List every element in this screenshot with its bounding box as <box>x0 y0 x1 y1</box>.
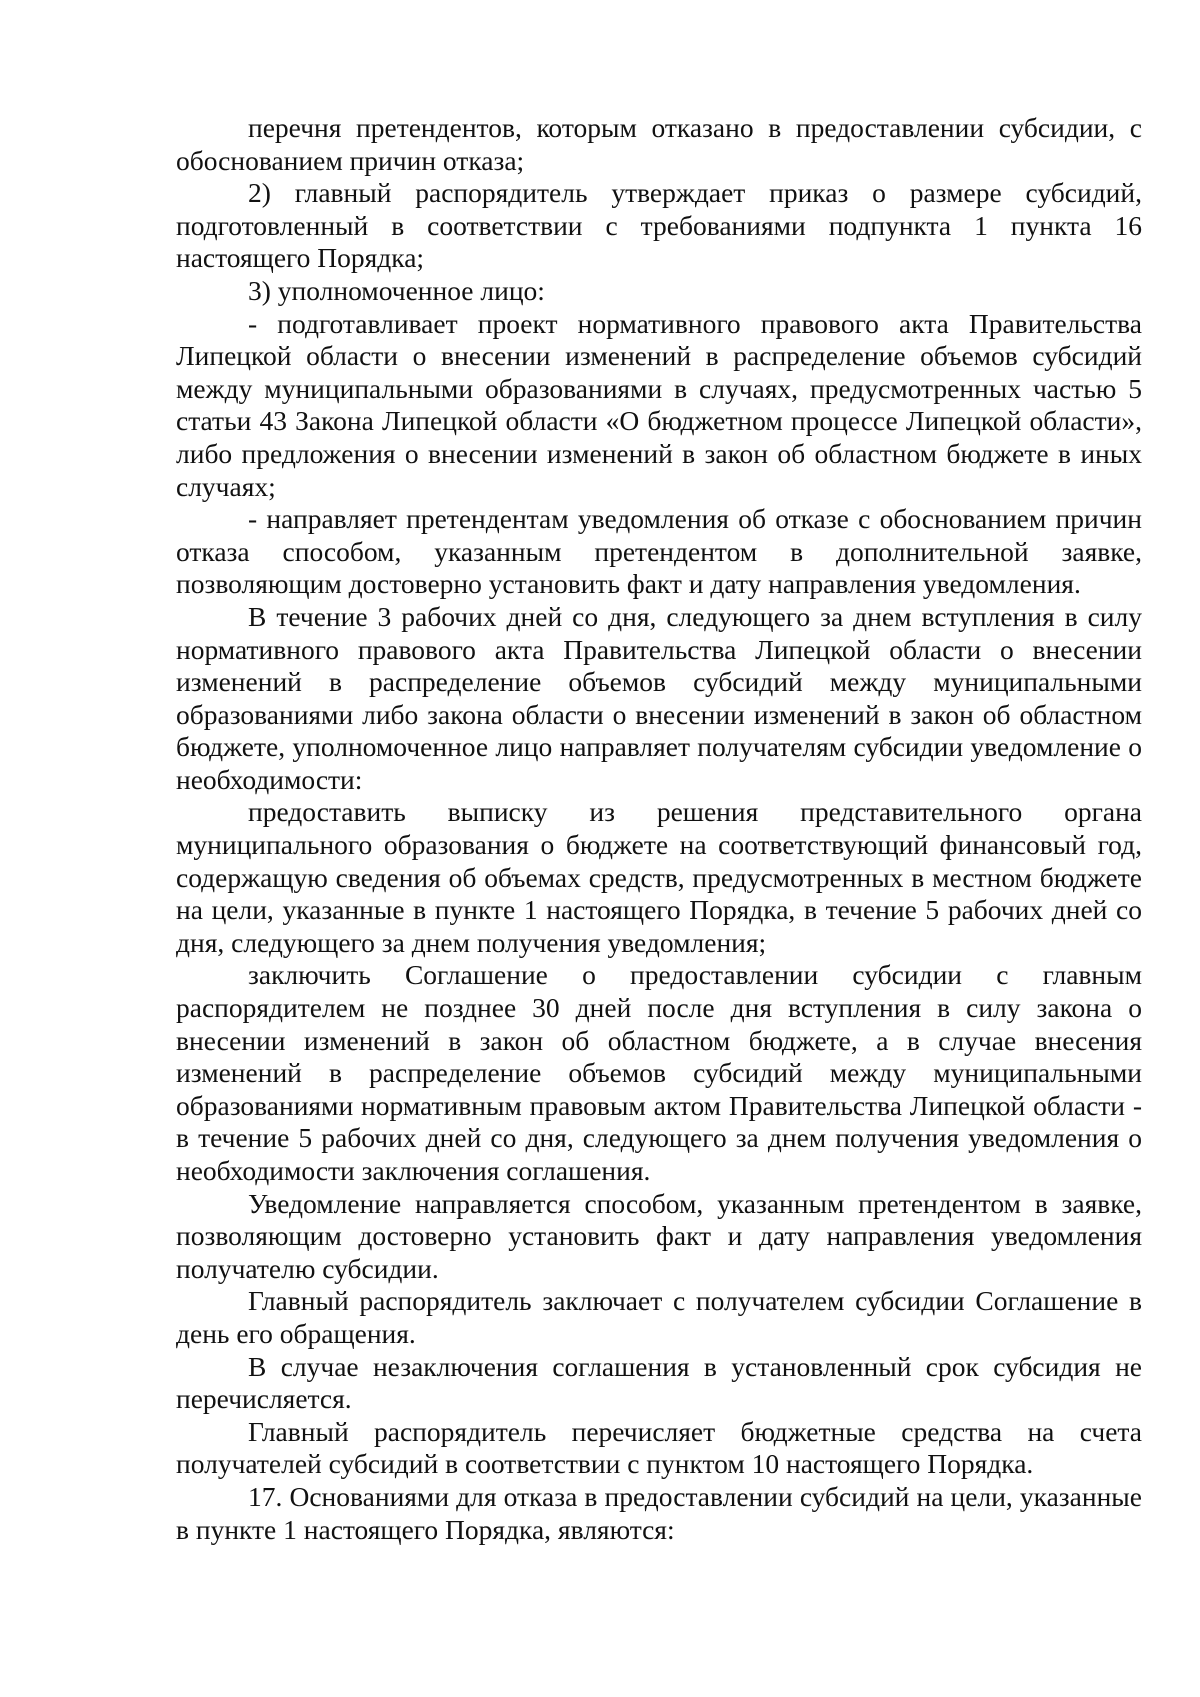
paragraph-6: В течение 3 рабочих дней со дня, следующего за днем вступления в силу нормативного правового акта Правительства Липецкой области о внесении изменений в распределение объемов субсидий между муниципальными образованиями либо закона области о внесении изменений в закон об областном бюджете, уполномоченное лицо направляет получателям субсидии уведомление о необходимости: <box>176 600 1142 795</box>
paragraph-10: Главный распорядитель заключает с получателем субсидии Соглашение в день его обращения. <box>176 1285 1142 1349</box>
document-body <box>176 112 1142 1546</box>
paragraph-1: перечня претендентов, которым отказано в предоставлении субсидии, с обоснованием причин отказа; <box>176 112 1142 176</box>
paragraph-13: 17. Основаниями для отказа в предоставлении субсидий на цели, указанные в пункте 1 настоящего Порядка, являются: <box>176 1480 1142 1545</box>
paragraph-12: Главный распорядитель перечисляет бюджетные средства на счета получателей субсидий в соответствии с пунктом 10 настоящего Порядка. <box>176 1415 1142 1480</box>
paragraph-5: - направляет претендентам уведомления об отказе с обоснованием причин отказа способом, указанным претендентом в дополнительной заявке, позволяющим достоверно установить факт и дату направления уведомления. <box>176 503 1142 600</box>
paragraph-4: - подготавливает проект нормативного правового акта Правительства Липецкой области о внесении изменений в распределение объемов субсидий между муниципальными образованиями в случаях, предусмотренных частью 5 статьи 43 Закона Липецкой области «О бюджетном процессе Липецкой области», либо предложения о внесении изменений в закон об областном бюджете в иных случаях; <box>176 307 1142 502</box>
paragraph-11: В случае незаключения соглашения в установленный срок субсидия не перечисляется. <box>176 1350 1142 1415</box>
paragraph-2: 2) главный распорядитель утверждает приказ о размере субсидий, подготовленный в соответствии с требованиями подпункта 1 пункта 16 настоящего Порядка; <box>176 177 1142 274</box>
paragraph-9: Уведомление направляется способом, указанным претендентом в заявке, позволяющим достоверно установить факт и дату направления уведомления получателю субсидии. <box>176 1187 1142 1284</box>
paragraph-7: предоставить выписку из решения представительного органа муниципального образования о бюджете на соответствующий финансовый год, содержащую сведения об объемах средств, предусмотренных в местном бюджете на цели, указанные в пункте 1 настоящего Порядка, в течение 5 рабочих дней со дня, следующего за днем получения уведомления; <box>176 796 1142 958</box>
paragraph-3: 3) уполномоченное лицо: <box>248 274 545 306</box>
paragraph-8: заключить Соглашение о предоставлении субсидии с главным распорядителем не позднее 30 дней после дня вступления в силу закона о внесении изменений в закон об областном бюджете, а в случае внесения изменений в распределение объемов субсидий между муниципальными образованиями нормативным правовым актом Правительства Липецкой области - в течение 5 рабочих дней со дня, следующего за днем получения уведомления о необходимости заключения соглашения. <box>176 959 1142 1186</box>
